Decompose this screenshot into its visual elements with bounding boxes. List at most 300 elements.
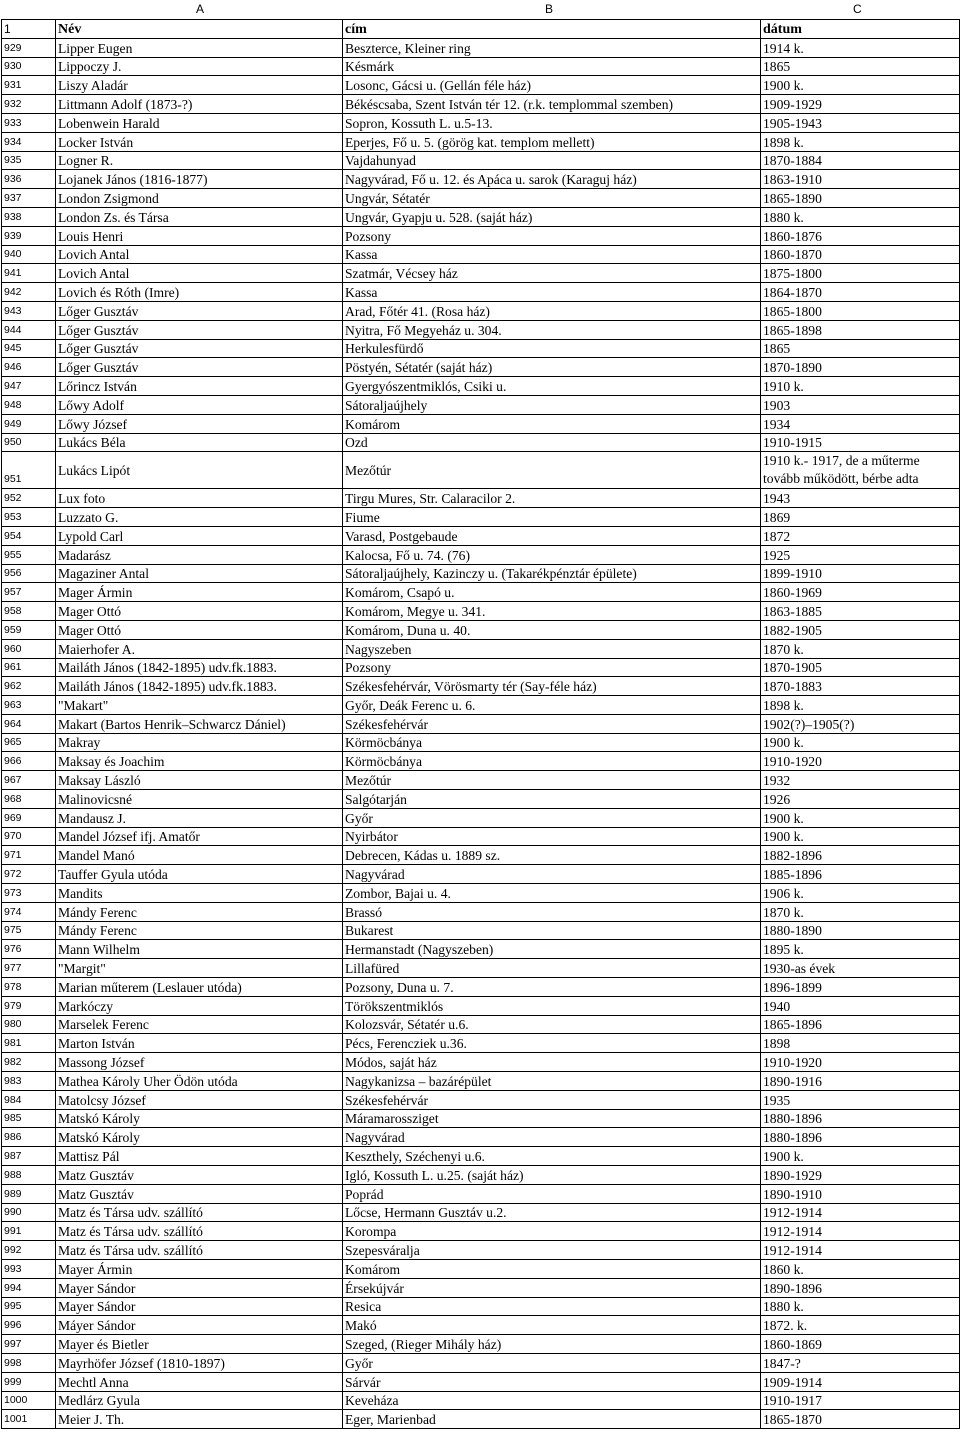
- table-row: [2, 978, 960, 997]
- name-cell[interactable]: Liszy Aladár: [56, 76, 343, 95]
- address-cell[interactable]: Győr: [343, 1353, 761, 1372]
- address-cell[interactable]: Érsekújvár: [343, 1278, 761, 1297]
- table-row: [2, 1090, 960, 1109]
- address-cell[interactable]: Nyitra, Fő Megyeház u. 304.: [343, 320, 761, 339]
- name-cell[interactable]: Lovich Antal: [56, 245, 343, 264]
- row-number: 978: [2, 978, 56, 997]
- address-cell[interactable]: Kolozsvár, Sétatér u.6.: [343, 1015, 761, 1034]
- address-cell[interactable]: Székesfehérvár, Vörösmarty tér (Say-féle ház): [343, 677, 761, 696]
- date-cell[interactable]: 1870 k.: [761, 902, 960, 921]
- address-cell[interactable]: Sátoraljaújhely: [343, 395, 761, 414]
- date-cell[interactable]: 1885-1896: [761, 865, 960, 884]
- address-cell[interactable]: Kalocsa, Fő u. 74. (76): [343, 545, 761, 564]
- address-cell[interactable]: Komárom, Megye u. 341.: [343, 602, 761, 621]
- name-cell[interactable]: Logner R.: [56, 151, 343, 170]
- row-number: 956: [2, 564, 56, 583]
- address-cell[interactable]: Lőcse, Hermann Gusztáv u.2.: [343, 1203, 761, 1222]
- header-cim[interactable]: cím: [343, 20, 761, 39]
- address-cell[interactable]: Vajdahunyad: [343, 151, 761, 170]
- address-cell[interactable]: Komárom: [343, 414, 761, 433]
- address-cell[interactable]: Hermanstadt (Nagyszeben): [343, 940, 761, 959]
- row-number: 951: [2, 452, 56, 489]
- date-cell[interactable]: 1860-1876: [761, 226, 960, 245]
- date-cell[interactable]: 1865-1898: [761, 320, 960, 339]
- address-cell[interactable]: Arad, Főtér 41. (Rosa ház): [343, 301, 761, 320]
- table-row: [2, 1184, 960, 1203]
- address-cell[interactable]: Pöstyén, Sétatér (saját ház): [343, 358, 761, 377]
- address-cell[interactable]: Pozsony: [343, 226, 761, 245]
- address-cell[interactable]: Beszterce, Kleiner ring: [343, 38, 761, 57]
- table-row: [2, 1335, 960, 1354]
- table-row: [2, 940, 960, 959]
- address-cell[interactable]: Keveháza: [343, 1391, 761, 1410]
- date-cell[interactable]: 1902(?)–1905(?): [761, 714, 960, 733]
- date-cell[interactable]: 1900 k.: [761, 808, 960, 827]
- address-cell[interactable]: Makó: [343, 1316, 761, 1335]
- name-cell[interactable]: Maksay László: [56, 771, 343, 790]
- row-number: 973: [2, 884, 56, 903]
- row-number: 983: [2, 1072, 56, 1091]
- date-cell[interactable]: 1847-?: [761, 1353, 960, 1372]
- name-cell[interactable]: Lőger Gusztáv: [56, 301, 343, 320]
- date-cell[interactable]: 1909-1914: [761, 1372, 960, 1391]
- table-row: [2, 339, 960, 358]
- name-cell[interactable]: Mager Ármin: [56, 583, 343, 602]
- name-cell[interactable]: Medlárz Gyula: [56, 1391, 343, 1410]
- date-cell[interactable]: 1906 k.: [761, 884, 960, 903]
- address-cell[interactable]: Korompa: [343, 1222, 761, 1241]
- address-cell[interactable]: Nagyvárad: [343, 1128, 761, 1147]
- name-cell[interactable]: Mandausz J.: [56, 808, 343, 827]
- name-cell[interactable]: Mechtl Anna: [56, 1372, 343, 1391]
- date-cell[interactable]: 1910 k.- 1917, de a műterme tovább működött, bérbe adta: [761, 452, 960, 489]
- address-cell[interactable]: Tirgu Mures, Str. Calaracilor 2.: [343, 489, 761, 508]
- address-cell[interactable]: Bukarest: [343, 921, 761, 940]
- name-cell[interactable]: Mayrhöfer József (1810-1897): [56, 1353, 343, 1372]
- address-cell[interactable]: Ungvár, Sétatér: [343, 189, 761, 208]
- table-row: [2, 377, 960, 396]
- name-cell[interactable]: Mailáth János (1842-1895) udv.fk.1883.: [56, 658, 343, 677]
- date-cell[interactable]: 1865-1800: [761, 301, 960, 320]
- name-cell[interactable]: Makray: [56, 733, 343, 752]
- address-cell[interactable]: Varasd, Postgebaude: [343, 526, 761, 545]
- date-cell[interactable]: 1898: [761, 1034, 960, 1053]
- date-cell[interactable]: 1880-1890: [761, 921, 960, 940]
- date-cell[interactable]: 1865: [761, 339, 960, 358]
- address-cell[interactable]: Herkulesfürdő: [343, 339, 761, 358]
- row-number: 930: [2, 57, 56, 76]
- name-cell[interactable]: Lőwy József: [56, 414, 343, 433]
- name-cell[interactable]: Matz Gusztáv: [56, 1166, 343, 1185]
- row-number: 988: [2, 1166, 56, 1185]
- date-cell[interactable]: 1903: [761, 395, 960, 414]
- column-header-b[interactable]: B: [545, 2, 554, 16]
- row-number: 987: [2, 1147, 56, 1166]
- name-cell[interactable]: Lőwy Adolf: [56, 395, 343, 414]
- name-cell[interactable]: Lypold Carl: [56, 526, 343, 545]
- name-cell[interactable]: Mann Wilhelm: [56, 940, 343, 959]
- name-cell[interactable]: Meier J. Th.: [56, 1410, 343, 1429]
- date-cell[interactable]: 1860-1969: [761, 583, 960, 602]
- row-number: 969: [2, 808, 56, 827]
- name-cell[interactable]: Matskó Károly: [56, 1128, 343, 1147]
- table-row: [2, 827, 960, 846]
- table-row: [2, 752, 960, 771]
- date-cell[interactable]: 1900 k.: [761, 1147, 960, 1166]
- name-cell[interactable]: Lojanek János (1816-1877): [56, 170, 343, 189]
- date-cell[interactable]: 1880 k.: [761, 207, 960, 226]
- date-cell[interactable]: 1910-1917: [761, 1391, 960, 1410]
- address-cell[interactable]: Sárvár: [343, 1372, 761, 1391]
- date-cell[interactable]: 1869: [761, 508, 960, 527]
- row-number: 931: [2, 76, 56, 95]
- name-cell[interactable]: Mailáth János (1842-1895) udv.fk.1883.: [56, 677, 343, 696]
- date-cell[interactable]: 1863-1885: [761, 602, 960, 621]
- date-cell[interactable]: 1890-1929: [761, 1166, 960, 1185]
- date-cell[interactable]: 1899-1910: [761, 564, 960, 583]
- row-number: 938: [2, 207, 56, 226]
- row-number: 976: [2, 940, 56, 959]
- name-cell[interactable]: Louis Henri: [56, 226, 343, 245]
- address-cell[interactable]: Komárom: [343, 1260, 761, 1279]
- table-row: [2, 151, 960, 170]
- date-cell[interactable]: 1930-as évek: [761, 959, 960, 978]
- name-cell[interactable]: Maksay és Joachim: [56, 752, 343, 771]
- date-cell[interactable]: 1870-1890: [761, 358, 960, 377]
- table-row: [2, 902, 960, 921]
- row-number: 941: [2, 264, 56, 283]
- name-cell[interactable]: Lovich és Róth (Imre): [56, 283, 343, 302]
- name-cell[interactable]: Littmann Adolf (1873-?): [56, 95, 343, 114]
- date-cell[interactable]: 1910-1920: [761, 752, 960, 771]
- date-cell[interactable]: 1870 k.: [761, 639, 960, 658]
- date-cell[interactable]: 1870-1905: [761, 658, 960, 677]
- row-number: 995: [2, 1297, 56, 1316]
- row-number: 959: [2, 620, 56, 639]
- row-number: 946: [2, 358, 56, 377]
- row-number: 994: [2, 1278, 56, 1297]
- address-cell[interactable]: Salgótarján: [343, 790, 761, 809]
- address-cell[interactable]: Komárom, Duna u. 40.: [343, 620, 761, 639]
- address-cell[interactable]: Keszthely, Széchenyi u.6.: [343, 1147, 761, 1166]
- name-cell[interactable]: Mathea Károly Uher Ödön utóda: [56, 1072, 343, 1091]
- name-cell[interactable]: Makart (Bartos Henrik–Schwarcz Dániel): [56, 714, 343, 733]
- address-cell[interactable]: Brassó: [343, 902, 761, 921]
- name-cell[interactable]: Mayer Sándor: [56, 1278, 343, 1297]
- date-cell[interactable]: 1890-1910: [761, 1184, 960, 1203]
- name-cell[interactable]: Maierhofer A.: [56, 639, 343, 658]
- date-cell[interactable]: 1865-1870: [761, 1410, 960, 1429]
- date-cell[interactable]: 1934: [761, 414, 960, 433]
- table-row: [2, 583, 960, 602]
- address-cell[interactable]: Szeged, (Rieger Mihály ház): [343, 1335, 761, 1354]
- date-cell[interactable]: 1882-1896: [761, 846, 960, 865]
- name-cell[interactable]: Marian műterem (Leslauer utóda): [56, 978, 343, 997]
- name-cell[interactable]: Magaziner Antal: [56, 564, 343, 583]
- date-cell[interactable]: 1864-1870: [761, 283, 960, 302]
- column-header-row: [0, 0, 960, 19]
- name-cell[interactable]: London Zs. és Társa: [56, 207, 343, 226]
- table-row: [2, 1147, 960, 1166]
- name-cell[interactable]: Matz és Társa udv. szállító: [56, 1241, 343, 1260]
- date-cell[interactable]: 1880 k.: [761, 1297, 960, 1316]
- address-cell[interactable]: Pozsony: [343, 658, 761, 677]
- name-cell[interactable]: Lux foto: [56, 489, 343, 508]
- name-cell[interactable]: Lobenwein Harald: [56, 113, 343, 132]
- row-number: 970: [2, 827, 56, 846]
- address-cell[interactable]: Kassa: [343, 283, 761, 302]
- date-cell[interactable]: 1898 k.: [761, 696, 960, 715]
- date-cell[interactable]: 1870-1883: [761, 677, 960, 696]
- address-cell[interactable]: Máramarossziget: [343, 1109, 761, 1128]
- table-row: [2, 452, 960, 489]
- name-cell[interactable]: Lőger Gusztáv: [56, 320, 343, 339]
- row-number: 943: [2, 301, 56, 320]
- date-cell[interactable]: 1865: [761, 57, 960, 76]
- address-cell[interactable]: Késmárk: [343, 57, 761, 76]
- address-cell[interactable]: Mezőtúr: [343, 452, 761, 489]
- name-cell[interactable]: Mándy Ferenc: [56, 921, 343, 940]
- address-cell[interactable]: Poprád: [343, 1184, 761, 1203]
- table-row: [2, 1034, 960, 1053]
- name-cell[interactable]: Lőger Gusztáv: [56, 358, 343, 377]
- date-cell[interactable]: 1912-1914: [761, 1203, 960, 1222]
- table-row: [2, 489, 960, 508]
- address-cell[interactable]: Körmöcbánya: [343, 733, 761, 752]
- date-cell[interactable]: 1880-1896: [761, 1128, 960, 1147]
- table-row: [2, 1410, 960, 1429]
- name-cell[interactable]: Madarász: [56, 545, 343, 564]
- name-cell[interactable]: Massong József: [56, 1053, 343, 1072]
- date-cell[interactable]: 1896-1899: [761, 978, 960, 997]
- row-number: 933: [2, 113, 56, 132]
- name-cell[interactable]: Mayer Sándor: [56, 1297, 343, 1316]
- date-cell[interactable]: 1910-1920: [761, 1053, 960, 1072]
- table-row: [2, 564, 960, 583]
- row-number: 986: [2, 1128, 56, 1147]
- date-cell[interactable]: 1900 k.: [761, 733, 960, 752]
- address-cell[interactable]: Komárom, Csapó u.: [343, 583, 761, 602]
- address-cell[interactable]: Módos, saját ház: [343, 1053, 761, 1072]
- date-cell[interactable]: 1900 k.: [761, 76, 960, 95]
- table-row: [2, 132, 960, 151]
- name-cell[interactable]: Mager Ottó: [56, 620, 343, 639]
- table-row: [2, 1391, 960, 1410]
- date-cell[interactable]: 1914 k.: [761, 38, 960, 57]
- name-cell[interactable]: Lőger Gusztáv: [56, 339, 343, 358]
- date-cell[interactable]: 1912-1914: [761, 1241, 960, 1260]
- name-cell[interactable]: Mayer Ármin: [56, 1260, 343, 1279]
- address-cell[interactable]: Győr: [343, 808, 761, 827]
- date-cell[interactable]: 1860-1870: [761, 245, 960, 264]
- table-row: [2, 1353, 960, 1372]
- date-cell[interactable]: 1882-1905: [761, 620, 960, 639]
- table-row: [2, 526, 960, 545]
- table-row: [2, 1297, 960, 1316]
- name-cell[interactable]: Marselek Ferenc: [56, 1015, 343, 1034]
- address-cell[interactable]: Békéscsaba, Szent István tér 12. (r.k. templommal szemben): [343, 95, 761, 114]
- header-row: [2, 20, 960, 39]
- address-cell[interactable]: Ungvár, Gyapju u. 528. (saját ház): [343, 207, 761, 226]
- header-datum[interactable]: dátum: [761, 20, 960, 39]
- table-row: [2, 1241, 960, 1260]
- name-cell[interactable]: Lippoczy J.: [56, 57, 343, 76]
- table-row: [2, 846, 960, 865]
- date-cell[interactable]: 1872: [761, 526, 960, 545]
- table-row: [2, 245, 960, 264]
- address-cell[interactable]: Debrecen, Kádas u. 1889 sz.: [343, 846, 761, 865]
- date-cell[interactable]: 1910-1915: [761, 433, 960, 452]
- address-cell[interactable]: Szatmár, Vécsey ház: [343, 264, 761, 283]
- date-cell[interactable]: 1943: [761, 489, 960, 508]
- table-row: [2, 959, 960, 978]
- table-row: [2, 57, 960, 76]
- name-cell[interactable]: Lőrincz István: [56, 377, 343, 396]
- date-cell[interactable]: 1875-1800: [761, 264, 960, 283]
- date-cell[interactable]: 1870-1884: [761, 151, 960, 170]
- date-cell[interactable]: 1863-1910: [761, 170, 960, 189]
- table-row: [2, 414, 960, 433]
- date-cell[interactable]: 1909-1929: [761, 95, 960, 114]
- table-row: [2, 1166, 960, 1185]
- date-cell[interactable]: 1900 k.: [761, 827, 960, 846]
- name-cell[interactable]: Locker István: [56, 132, 343, 151]
- address-cell[interactable]: Kassa: [343, 245, 761, 264]
- address-cell[interactable]: Nagyvárad: [343, 865, 761, 884]
- date-cell[interactable]: 1935: [761, 1090, 960, 1109]
- row-number: 954: [2, 526, 56, 545]
- row-number: 965: [2, 733, 56, 752]
- address-cell[interactable]: Körmöcbánya: [343, 752, 761, 771]
- name-cell[interactable]: Malinovicsné: [56, 790, 343, 809]
- date-cell[interactable]: 1905-1943: [761, 113, 960, 132]
- address-cell[interactable]: Nagykanizsa – bazárépület: [343, 1072, 761, 1091]
- date-cell[interactable]: 1898 k.: [761, 132, 960, 151]
- date-cell[interactable]: 1912-1914: [761, 1222, 960, 1241]
- name-cell[interactable]: Lovich Antal: [56, 264, 343, 283]
- date-cell[interactable]: 1926: [761, 790, 960, 809]
- address-cell[interactable]: Gyergyószentmiklós, Csiki u.: [343, 377, 761, 396]
- name-cell[interactable]: Mandits: [56, 884, 343, 903]
- address-cell[interactable]: Nyirbátor: [343, 827, 761, 846]
- date-cell[interactable]: 1865-1890: [761, 189, 960, 208]
- name-cell[interactable]: Mayer és Bietler: [56, 1335, 343, 1354]
- name-cell[interactable]: Matz Gusztáv: [56, 1184, 343, 1203]
- name-cell[interactable]: "Margit": [56, 959, 343, 978]
- date-cell[interactable]: 1865-1896: [761, 1015, 960, 1034]
- table-row: [2, 1053, 960, 1072]
- address-cell[interactable]: Losonc, Gácsi u. (Gellán féle ház): [343, 76, 761, 95]
- date-cell[interactable]: 1860 k.: [761, 1260, 960, 1279]
- row-number: 948: [2, 395, 56, 414]
- table-row: [2, 170, 960, 189]
- address-cell[interactable]: Resica: [343, 1297, 761, 1316]
- date-cell[interactable]: 1872. k.: [761, 1316, 960, 1335]
- row-number: 962: [2, 677, 56, 696]
- column-header-c[interactable]: C: [853, 2, 862, 16]
- address-cell[interactable]: Szepesváralja: [343, 1241, 761, 1260]
- name-cell[interactable]: Matz és Társa udv. szállító: [56, 1222, 343, 1241]
- row-number: 953: [2, 508, 56, 527]
- table-row: [2, 714, 960, 733]
- name-cell[interactable]: Luzzato G.: [56, 508, 343, 527]
- name-cell[interactable]: Tauffer Gyula utóda: [56, 865, 343, 884]
- table-row: [2, 996, 960, 1015]
- row-number: 993: [2, 1260, 56, 1279]
- date-cell[interactable]: 1925: [761, 545, 960, 564]
- table-row: [2, 771, 960, 790]
- date-cell[interactable]: 1910 k.: [761, 377, 960, 396]
- row-number: 990: [2, 1203, 56, 1222]
- table-row: [2, 1072, 960, 1091]
- date-cell[interactable]: 1860-1869: [761, 1335, 960, 1354]
- address-cell[interactable]: Lillafüred: [343, 959, 761, 978]
- address-cell[interactable]: Mezőtúr: [343, 771, 761, 790]
- address-cell[interactable]: Sátoraljaújhely, Kazinczy u. (Takarékpénztár épülete): [343, 564, 761, 583]
- name-cell[interactable]: "Makart": [56, 696, 343, 715]
- header-nev[interactable]: Név: [56, 20, 343, 39]
- date-cell[interactable]: 1890-1896: [761, 1278, 960, 1297]
- column-header-a[interactable]: A: [196, 2, 205, 16]
- name-cell[interactable]: Matolcsy József: [56, 1090, 343, 1109]
- name-cell[interactable]: Lukács Béla: [56, 433, 343, 452]
- name-cell[interactable]: Marton István: [56, 1034, 343, 1053]
- row-number: 942: [2, 283, 56, 302]
- name-cell[interactable]: Máyer Sándor: [56, 1316, 343, 1335]
- address-cell[interactable]: Ozd: [343, 433, 761, 452]
- address-cell[interactable]: Törökszentmiklós: [343, 996, 761, 1015]
- name-cell[interactable]: London Zsigmond: [56, 189, 343, 208]
- name-cell[interactable]: Mándy Ferenc: [56, 902, 343, 921]
- date-cell[interactable]: 1940: [761, 996, 960, 1015]
- address-cell[interactable]: Nagyvárad, Fő u. 12. és Apáca u. sarok (Karaguj ház): [343, 170, 761, 189]
- address-cell[interactable]: Székesfehérvár: [343, 1090, 761, 1109]
- name-cell[interactable]: Lipper Eugen: [56, 38, 343, 57]
- address-cell[interactable]: Pécs, Ferencziek u.36.: [343, 1034, 761, 1053]
- address-cell[interactable]: Zombor, Bajai u. 4.: [343, 884, 761, 903]
- address-cell[interactable]: Nagyszeben: [343, 639, 761, 658]
- table-row: [2, 1222, 960, 1241]
- table-row: [2, 301, 960, 320]
- address-cell[interactable]: Győr, Deák Ferenc u. 6.: [343, 696, 761, 715]
- name-cell[interactable]: Matz és Társa udv. szállító: [56, 1203, 343, 1222]
- name-cell[interactable]: Mager Ottó: [56, 602, 343, 621]
- date-cell[interactable]: 1890-1916: [761, 1072, 960, 1091]
- address-cell[interactable]: Sopron, Kossuth L. u.5-13.: [343, 113, 761, 132]
- name-cell[interactable]: Matskó Károly: [56, 1109, 343, 1128]
- row-number: 945: [2, 339, 56, 358]
- address-cell[interactable]: Eger, Marienbad: [343, 1410, 761, 1429]
- address-cell[interactable]: Fiume: [343, 508, 761, 527]
- name-cell[interactable]: Lukács Lipót: [56, 452, 343, 489]
- date-cell[interactable]: 1895 k.: [761, 940, 960, 959]
- date-cell[interactable]: 1932: [761, 771, 960, 790]
- row-number: 935: [2, 151, 56, 170]
- address-cell[interactable]: Pozsony, Duna u. 7.: [343, 978, 761, 997]
- row-number: 936: [2, 170, 56, 189]
- date-cell[interactable]: 1880-1896: [761, 1109, 960, 1128]
- row-number: 972: [2, 865, 56, 884]
- name-cell[interactable]: Mandel József ifj. Amatőr: [56, 827, 343, 846]
- address-cell[interactable]: Székesfehérvár: [343, 714, 761, 733]
- name-cell[interactable]: Mattisz Pál: [56, 1147, 343, 1166]
- row-number: 989: [2, 1184, 56, 1203]
- name-cell[interactable]: Markóczy: [56, 996, 343, 1015]
- address-cell[interactable]: Igló, Kossuth L. u.25. (saját ház): [343, 1166, 761, 1185]
- address-cell[interactable]: Eperjes, Fő u. 5. (görög kat. templom mellett): [343, 132, 761, 151]
- row-number: 998: [2, 1353, 56, 1372]
- name-cell[interactable]: Mandel Manó: [56, 846, 343, 865]
